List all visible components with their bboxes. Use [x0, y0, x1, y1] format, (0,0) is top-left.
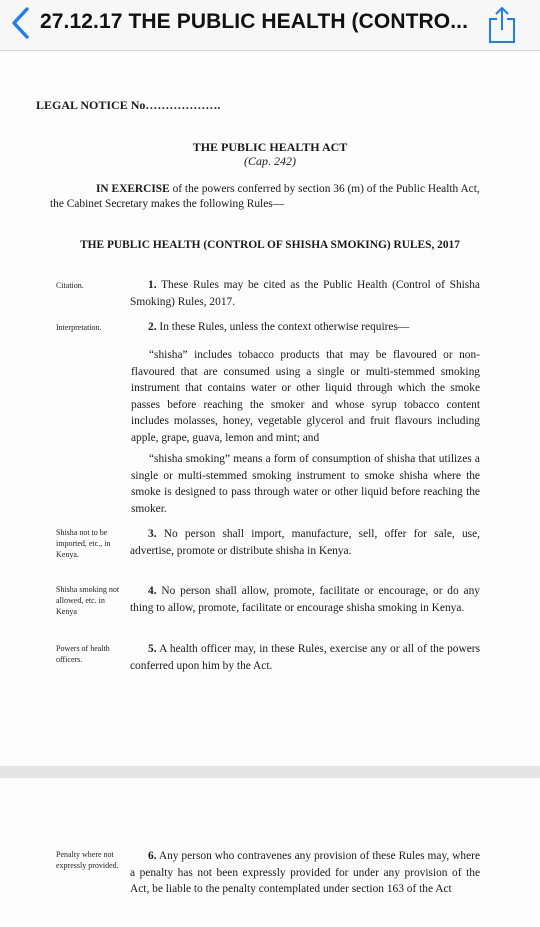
section-text: These Rules may be cited as the Public Health (Control of Shisha Smoking) Rules, 2017.: [130, 279, 480, 308]
document-page-1[interactable]: [0, 51, 540, 766]
chevron-left-icon: [10, 9, 32, 49]
section-number: 3.: [148, 528, 157, 540]
section-number: 4.: [148, 585, 157, 597]
section-4: [130, 583, 480, 616]
margin-note-powers: Powers of health officers.: [56, 644, 110, 664]
act-title: THE PUBLIC HEALTH ACT: [192, 140, 348, 154]
page-separator: [0, 766, 540, 778]
section-1: [130, 277, 480, 310]
section-2: [130, 319, 480, 336]
share-icon: [486, 31, 518, 48]
legal-notice: LEGAL NOTICE No……………….: [36, 98, 221, 112]
section-text: No person shall import, manufacture, sell, offer for sale, use, advertise, promote or distribute shisha in Kenya.: [130, 528, 480, 557]
definition-shisha-smoking: “shisha smoking” means a form of consumption of shisha that utilizes a single or multi-stemmed smoking instrument to smoke shisha where the smoke is designed to pass through water or other liquid before reaching the smoker.: [131, 453, 480, 515]
section-text: No person shall allow, promote, facilitate or encourage, or do any thing to allow, promote, facilitate or encourage shisha smoking in Kenya.: [130, 585, 480, 614]
section-number: 6.: [148, 850, 157, 862]
enacting-lead: IN EXERCISE: [96, 183, 170, 195]
section-number: 1.: [148, 279, 157, 291]
document-page-2[interactable]: [0, 778, 540, 927]
section-text: A health officer may, in these Rules, exercise any or all of the powers conferred upon him by the Act.: [130, 643, 480, 672]
act-cap: (Cap. 242): [244, 154, 296, 168]
enacting-text: of the powers conferred by section 36 (m) of the Public Health Act, the Cabinet Secretary makes the following Rules—: [50, 183, 480, 210]
section-number: 2.: [148, 321, 157, 333]
margin-note-import: Shisha not to be imported, etc., in Kenya.: [56, 528, 111, 559]
share-button[interactable]: [486, 6, 518, 44]
section-3: [130, 526, 480, 559]
section-6: [130, 848, 480, 898]
section-text: In these Rules, unless the context otherwise requires—: [159, 321, 410, 333]
section-text: Any person who contravenes any provision of these Rules may, where a penalty has not been expressly provided for under any provision of the Act, be liable to the penalty contemplated under section 163 of the Act: [130, 850, 481, 895]
top-navigation-bar: [0, 0, 540, 51]
margin-note-interpretation: Interpretation.: [56, 323, 102, 332]
back-button[interactable]: [10, 6, 36, 42]
rules-title: THE PUBLIC HEALTH (CONTROL OF SHISHA SMOKING) RULES, 2017: [80, 239, 460, 251]
document-title: 27.12.17 THE PUBLIC HEALTH (CONTRO...: [40, 10, 469, 33]
section-5: [130, 641, 480, 674]
section-number: 5.: [148, 643, 157, 655]
definition-shisha: “shisha” includes tobacco products that may be flavoured or non-flavoured that are consumed using a single or multi-stemmed smoking instrument that contains water or other liquid through which the smoke passes before reaching the smoker and whose syrup tobacco content includes molasses, honey, vegetable glycerol and fruit flavours including apple, grape, guava, lemon and mint; and: [131, 349, 480, 444]
margin-note-citation: Citation.: [56, 281, 84, 290]
margin-note-smoking: Shisha smoking not allowed, etc. in Kenya: [56, 585, 120, 616]
margin-note-penalty: Penalty where not expressly provided.: [56, 850, 119, 870]
enacting-clause: [50, 182, 490, 212]
